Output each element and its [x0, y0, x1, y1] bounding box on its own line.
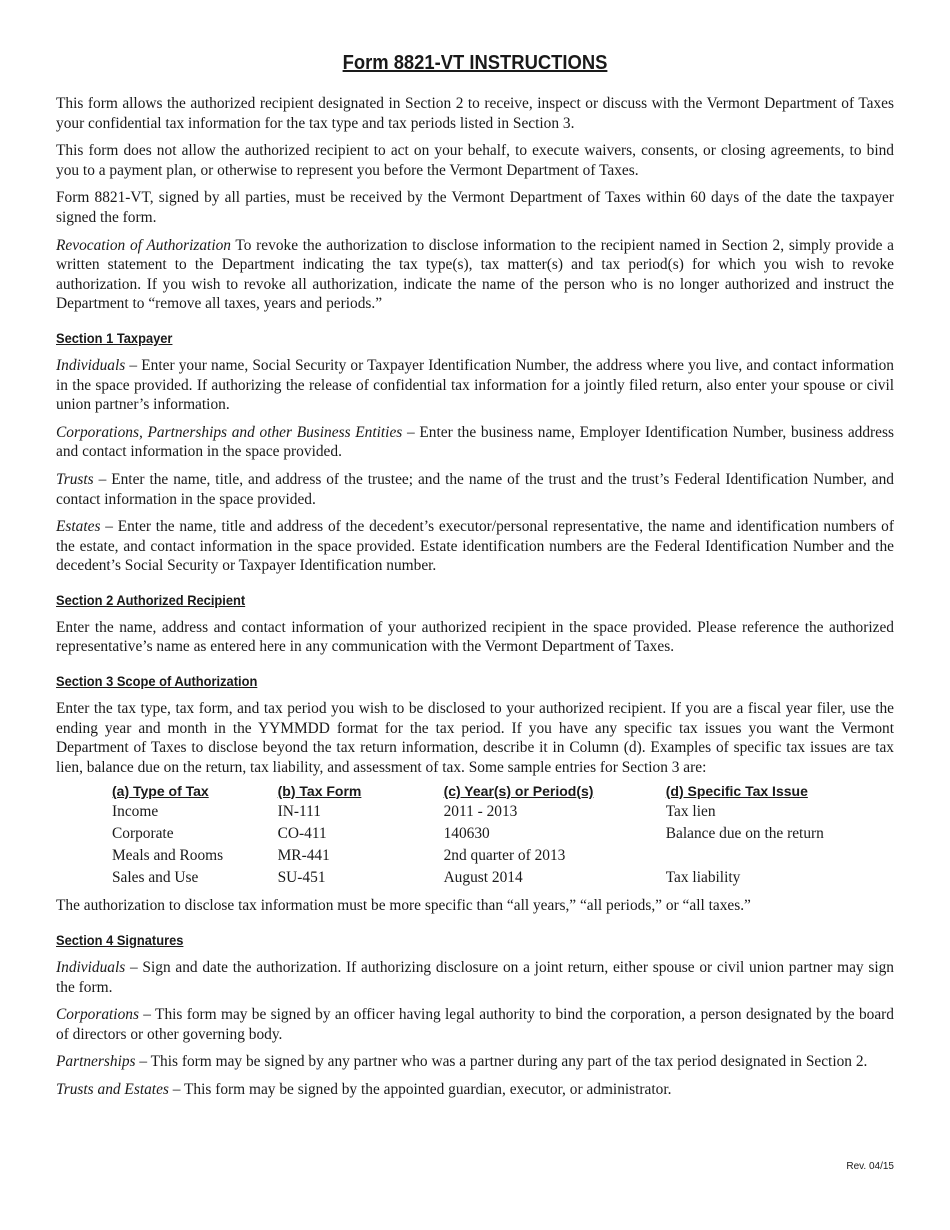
section-3-note: The authorization to disclose tax information must be more specific than “all years,” “all periods,” or “all taxes.”: [56, 897, 751, 915]
column-header: (c) Year(s) or Period(s): [443, 782, 594, 799]
section-2-heading: Section 2 Authorized Recipient: [56, 591, 246, 608]
table-header-row: [112, 780, 894, 802]
revocation-label: Revocation of Authorization: [56, 236, 231, 254]
section-1-trusts: Trusts – Enter the name, title, and address of the trustee; and the name of the trust and the trust’s Federal Identification Number, and contact information in the space provided.: [56, 470, 894, 508]
section-4-individuals: Individuals – Sign and date the authorization. If authorizing disclosure on a joint return, either spouse or civil union partner may sign the form.: [56, 959, 895, 996]
table-row: Corporate CO-411 140630 Balance due on the return: [112, 825, 824, 843]
document-body: [56, 94, 894, 1108]
section-3-heading: Section 3 Scope of Authorization: [56, 673, 258, 690]
section-4-corporations: Corporations – This form may be signed by an officer having legal authority to bind the corporation, a person designated by the board of directors or other governing body.: [56, 1006, 894, 1043]
section-1-corporations: Corporations, Partnerships and other Business Entities – Enter the business name, Employer Identification Number, business address and contact information in the space provided.: [56, 423, 894, 461]
section-1-heading: Section 1 Taxpayer: [56, 329, 173, 346]
column-header: (d) Specific Tax Issue: [665, 782, 808, 799]
revocation-text: To revoke the authorization to disclose information to the recipient named in Section 2, simply provide a written statement to the Department indicating the tax type(s), tax matter(s) and tax period(s) for which you wish to revoke authorization. If you wish to revoke all authorization, indicate the name of the person who is no longer authorized and instruct the Department to “remove all taxes, years and periods.”: [56, 236, 894, 313]
section-4-trusts-estates: Trusts and Estates – This form may be signed by the appointed guardian, executor, or administrator.: [56, 1081, 672, 1098]
sample-entries-table: [112, 780, 894, 890]
section-1-individuals: Individuals – Enter your name, Social Security or Taxpayer Identification Number, the address where you live, and contact information in the space provided. If authorizing the release of confidential tax information for a jointly filed return, also enter your spouse or civil union partner’s information.: [56, 356, 894, 414]
intro-paragraph: Form 8821-VT, signed by all parties, must be received by the Vermont Department of Taxes within 60 days of the date the taxpayer signed the form.: [56, 189, 894, 226]
table-row: Sales and Use SU-451 August 2014 Tax liability: [112, 869, 741, 887]
section-3-text: Enter the tax type, tax form, and tax period you wish to be disclosed to your authorized recipient. If you are a fiscal year filer, use the ending year and month in the YYMMDD format for the tax period. If you have any specific tax issues you want the Vermont Department of Taxes to disclose beyond the tax return information, describe it in Column (d). Examples of specific tax issues are tax lien, balance due on the return, tax liability, and assessment of tax. Some sample entries for Section 3 are:: [56, 700, 894, 776]
section-4-partnerships: Partnerships – This form may be signed by any partner who was a partner during any part of the tax period designated in Section 2.: [56, 1053, 868, 1071]
section-4-heading: Section 4 Signatures: [56, 932, 184, 949]
intro-paragraph: This form allows the authorized recipient designated in Section 2 to receive, inspect or discuss with the Vermont Department of Taxes your confidential tax information for the tax type and tax periods listed in Section 3.: [56, 95, 894, 132]
section-2-text: Enter the name, address and contact information of your authorized recipient in the space provided. Please reference the authorized representative’s name as entered here in any communication with the Vermont Department of Taxes.: [56, 618, 894, 656]
column-header: (b) Tax Form: [277, 782, 362, 799]
table-row: Meals and Rooms MR-441 2nd quarter of 2013: [112, 847, 566, 865]
page-title: Form 8821-VT INSTRUCTIONS: [342, 52, 608, 74]
intro-paragraph: This form does not allow the authorized recipient to act on your behalf, to execute waivers, consents, or closing agreements, to bind you to a payment plan, or otherwise to represent you before the Vermont Department of Taxes.: [56, 142, 894, 179]
section-1-estates: Estates – Enter the name, title and address of the decedent’s executor/personal representative, the name and identification numbers of the estate, and contact information in the space provided. Estate identification numbers are the Federal Identification Number and the decedent’s Social Security or Taxpayer Identification number.: [56, 518, 894, 575]
revision-label: Rev. 04/15: [846, 1161, 894, 1172]
revocation-paragraph: [56, 236, 894, 314]
table-row: Income IN-111 2011 - 2013 Tax lien: [112, 803, 716, 821]
column-header: (a) Type of Tax: [112, 782, 209, 799]
